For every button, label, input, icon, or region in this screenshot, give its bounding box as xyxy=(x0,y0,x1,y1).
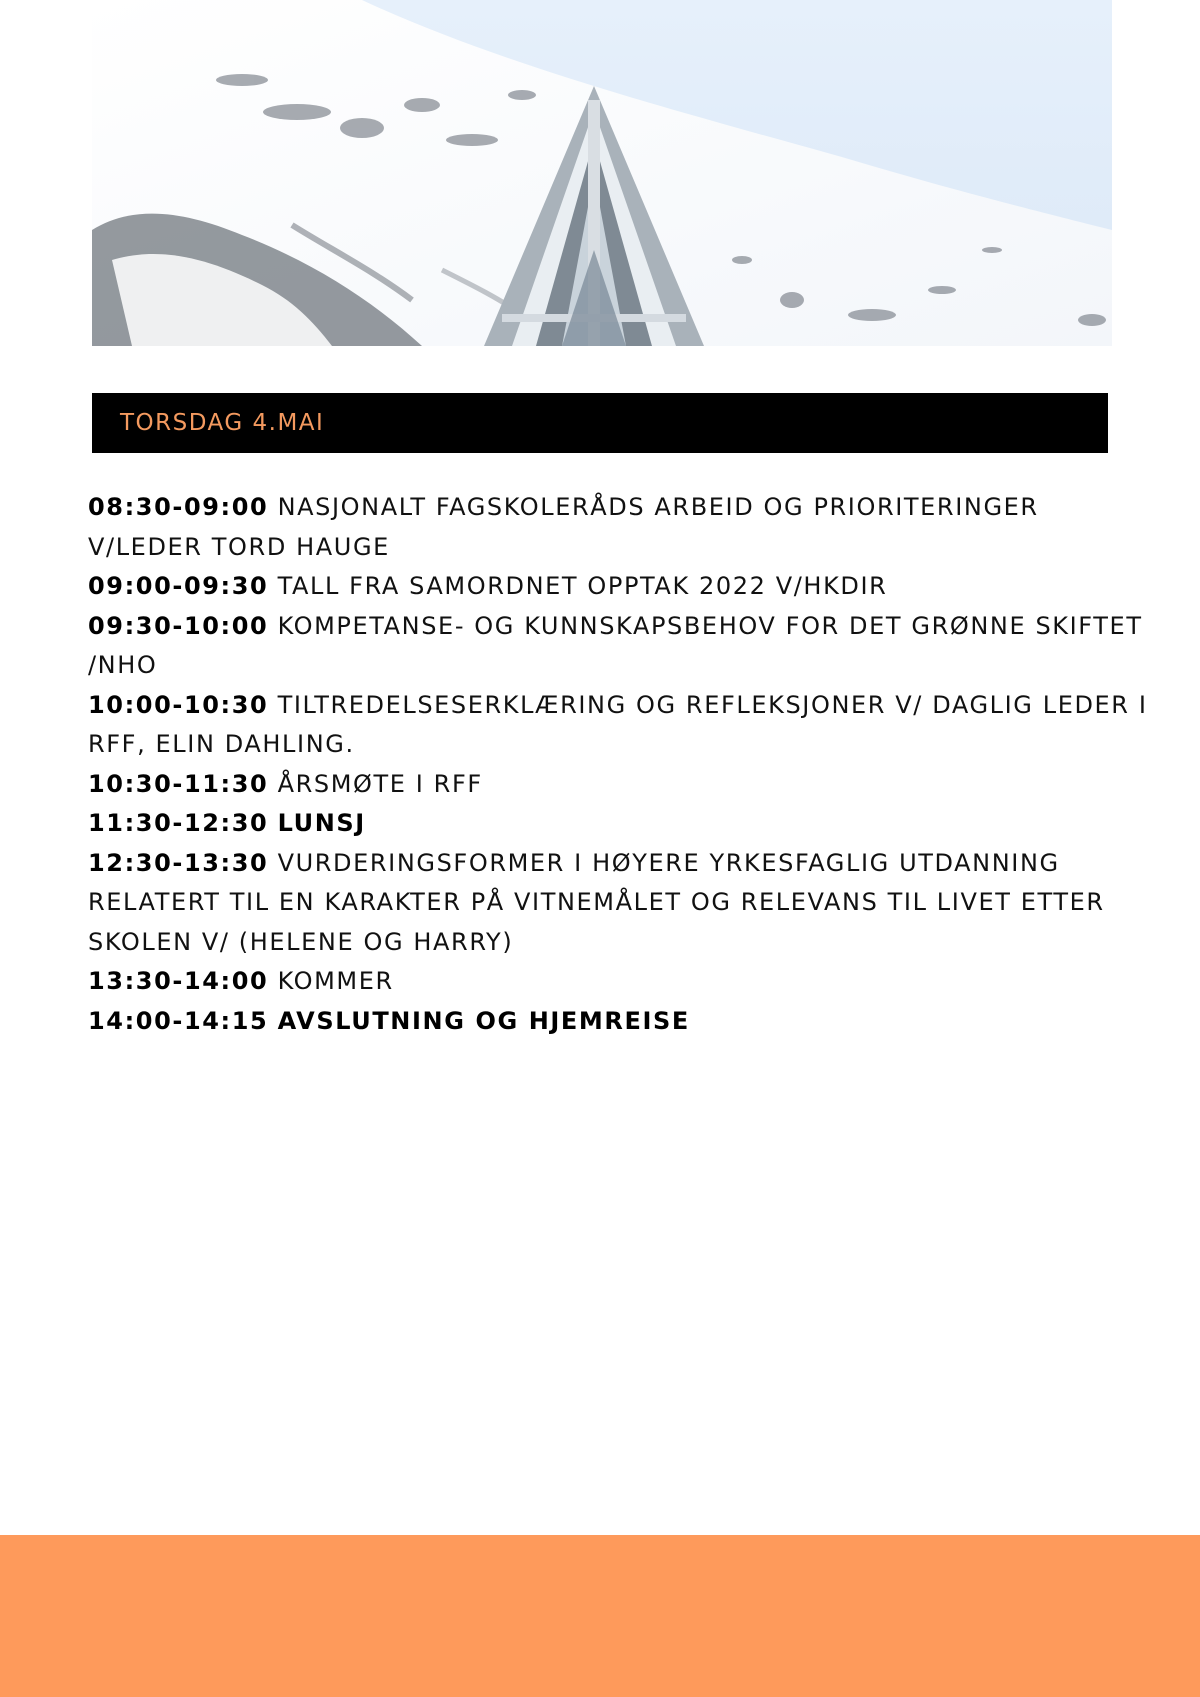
program-time: 09:00-09:30 xyxy=(88,572,269,600)
program-title: ÅRSMØTE I RFF xyxy=(277,769,483,798)
program-title: KOMMER xyxy=(277,967,394,995)
program-item xyxy=(88,488,1148,567)
program-list xyxy=(88,488,1148,1041)
program-item xyxy=(88,686,1148,765)
day-label: TORSDAG 4.MAI xyxy=(120,410,325,436)
mountain-church-illustration xyxy=(92,0,1112,346)
program-time: 10:30-11:30 xyxy=(88,769,269,798)
program-title: LUNSJ xyxy=(277,809,366,837)
program-title: NASJONALT FAGSKOLERÅDS ARBEID OG PRIORITERINGER V/LEDER TORD HAUGE xyxy=(88,493,1039,561)
hero-image xyxy=(92,0,1112,346)
program-time: 14:00-14:15 xyxy=(88,1006,269,1035)
program-title: VURDERINGSFORMER I HØYERE YRKESFAGLIG UTDANNING RELATERT TIL EN KARAKTER PÅ VITNEMÅLET OG RELEVANS TIL LIVET ETTER SKOLEN V/ (HELENE OG HARRY) xyxy=(88,848,1105,956)
program-item xyxy=(88,962,1148,1002)
program-item xyxy=(88,567,1148,607)
program-item xyxy=(88,804,1148,844)
program-time: 09:30-10:00 xyxy=(88,611,269,640)
program-time: 08:30-09:00 xyxy=(88,493,269,521)
program-item xyxy=(88,1002,1148,1042)
program-time: 13:30-14:00 xyxy=(88,967,269,995)
program-time: 10:00-10:30 xyxy=(88,690,269,719)
day-banner xyxy=(92,393,1108,453)
program-title: TALL FRA SAMORDNET OPPTAK 2022 V/HKDIR xyxy=(277,572,888,600)
footer-band xyxy=(0,1535,1200,1697)
program-time: 12:30-13:30 xyxy=(88,848,269,877)
program-title: TILTREDELSESERKLÆRING OG REFLEKSJONER V/ DAGLIG LEDER I RFF, ELIN DAHLING. xyxy=(88,690,1148,758)
program-item xyxy=(88,844,1148,963)
program-title: AVSLUTNING OG HJEMREISE xyxy=(277,1006,690,1035)
program-title: KOMPETANSE- OG KUNNSKAPSBEHOV FOR DET GRØNNE SKIFTET /NHO xyxy=(88,611,1143,679)
program-time: 11:30-12:30 xyxy=(88,809,269,837)
program-item xyxy=(88,607,1148,686)
program-item xyxy=(88,765,1148,805)
